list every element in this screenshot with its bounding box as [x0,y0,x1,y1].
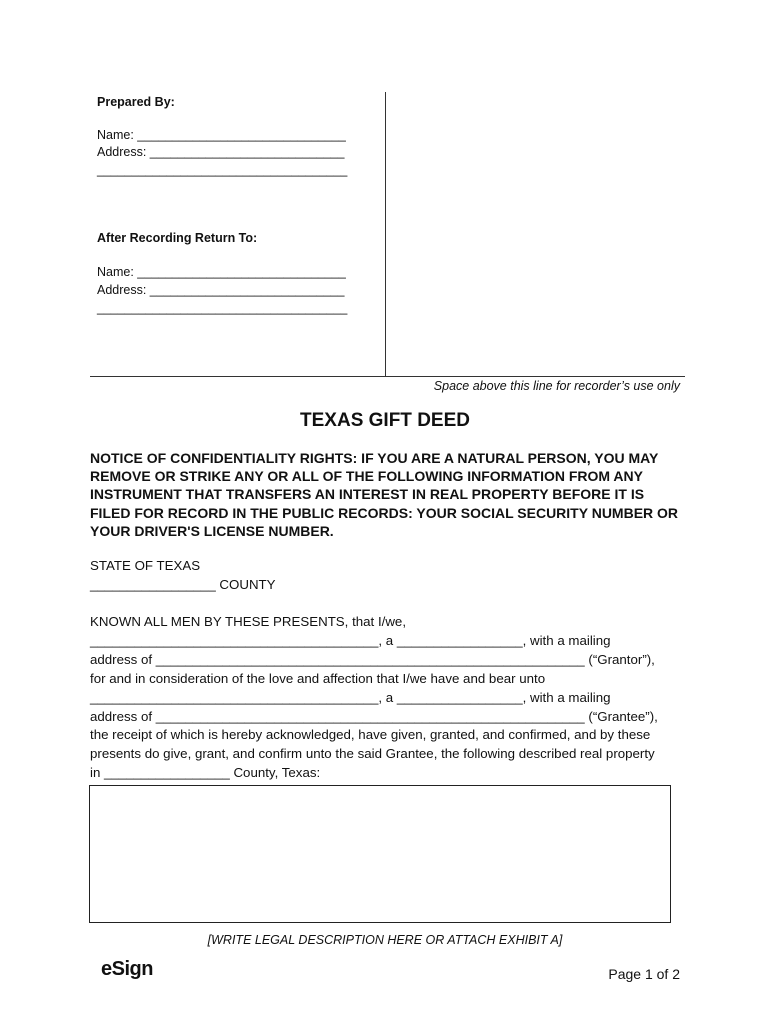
return-to-label: After Recording Return To: [97,231,258,245]
page-number: Page 1 of 2 [608,966,680,982]
legal-description-box[interactable] [89,785,671,923]
return-to-name-field[interactable]: Name: ______________________________ [97,265,346,279]
prepared-by-address-extra-field[interactable]: ____________________________________ [97,163,348,177]
grantee-name-field[interactable]: _______________________________________, a _________________, with a mailing [90,690,611,705]
recorder-note: Space above this line for recorder’s use only [433,379,680,393]
return-to-address-extra-field[interactable]: ____________________________________ [97,301,348,315]
prepared-by-label: Prepared By: [97,95,175,109]
body-line: the receipt of which is hereby acknowledged, have given, granted, and confirmed, and by these [90,727,651,742]
county-field[interactable]: _________________ COUNTY [90,577,276,592]
legal-description-caption: [WRITE LEGAL DESCRIPTION HERE OR ATTACH EXHIBIT A] [207,933,563,947]
recorder-divider-line [90,376,685,377]
return-to-address-field[interactable]: Address: ____________________________ [97,283,345,297]
confidentiality-notice: NOTICE OF CONFIDENTIALITY RIGHTS: IF YOU ARE A NATURAL PERSON, YOU MAY REMOVE OR STRIKE ANY OR ALL OF THE FOLLOWING INFORMATION FROM ANY INSTRUMENT THAT TRANSFERS AN INTEREST IN REAL PROPERTY BEFORE IT IS FILED FOR RECORD IN THE PUBLIC RECORDS: YOUR SOCIAL SECURITY NUMBER OR YOUR DRIVER'S LICENSE NUMBER. [90,450,679,539]
body-line: KNOWN ALL MEN BY THESE PRESENTS, that I/we, [90,614,407,629]
body-line: presents do give, grant, and confirm unto the said Grantee, the following described real property [90,746,655,761]
body-line: for and in consideration of the love and affection that I/we have and bear unto [90,671,546,686]
property-county-field[interactable]: in _________________ County, Texas: [90,765,321,780]
grantor-address-field[interactable]: address of __________________________________________________________ (“Grantor”), [90,652,655,667]
esign-logo: eSign [101,958,153,980]
document-title: TEXAS GIFT DEED [300,410,470,431]
state-line: STATE OF TEXAS [90,558,201,573]
prepared-by-address-field[interactable]: Address: ____________________________ [97,145,345,159]
prepared-by-name-field[interactable]: Name: ______________________________ [97,128,346,142]
grantor-name-field[interactable]: _______________________________________, a _________________, with a mailing [90,633,611,648]
grantee-address-field[interactable]: address of __________________________________________________________ (“Grantee”), [90,709,658,724]
